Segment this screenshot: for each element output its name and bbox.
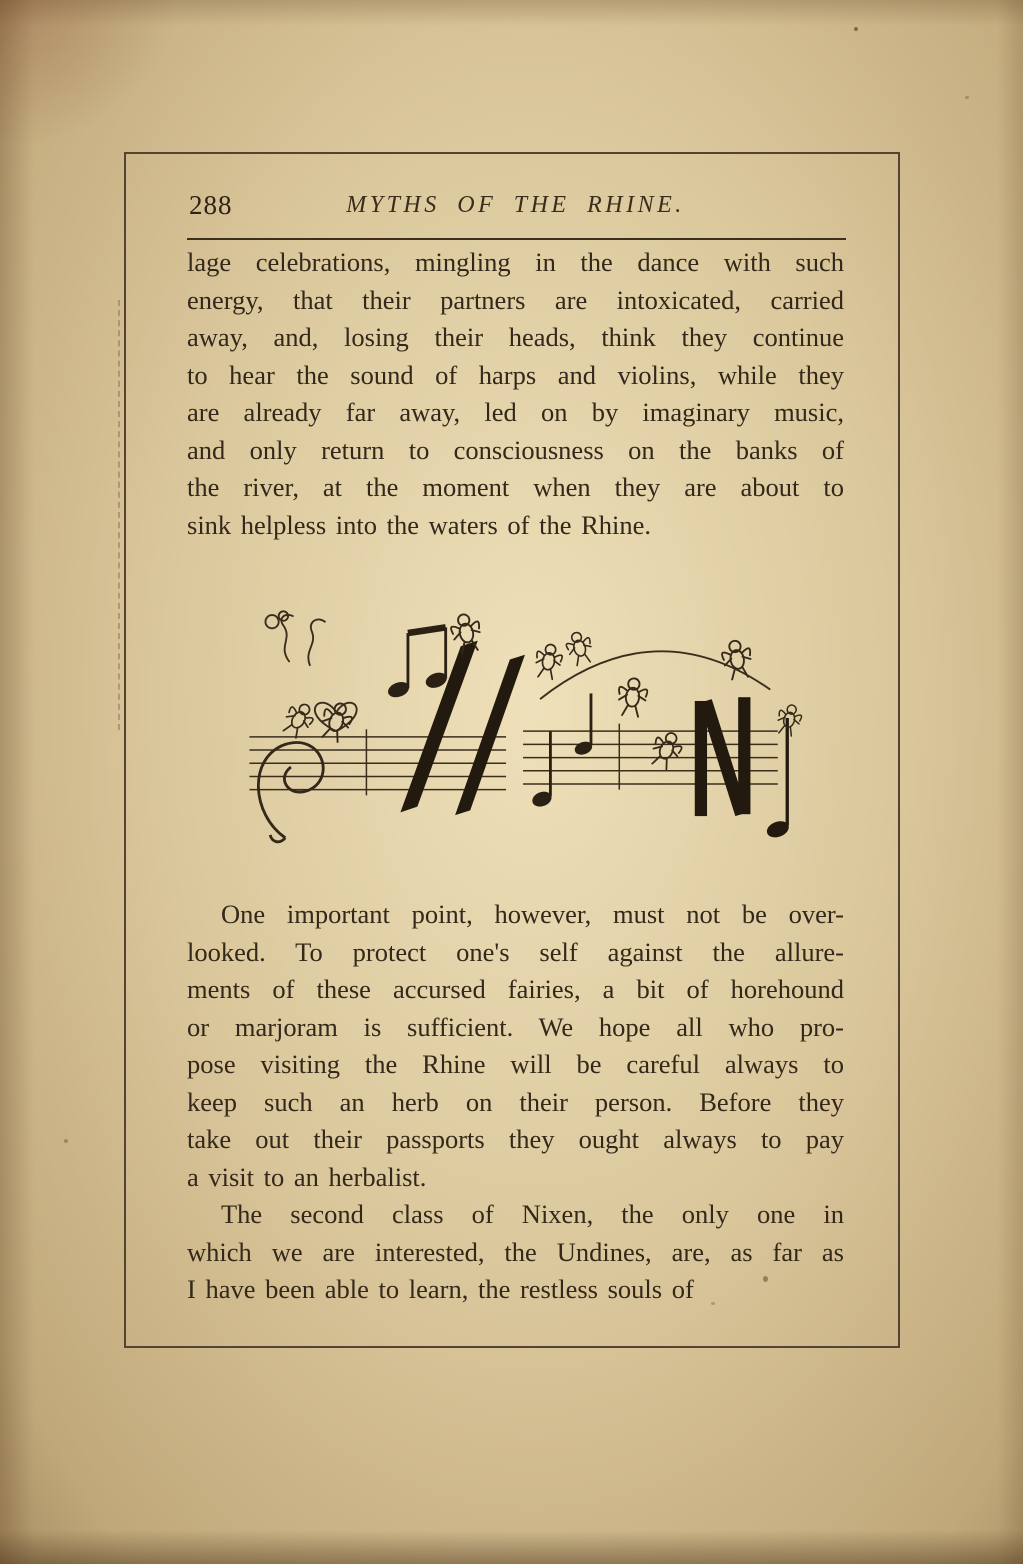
page-number: 288 — [189, 190, 233, 220]
text-line: One important point, however, must not be over- — [221, 899, 844, 929]
text-line: take out their passports they ought always to pay — [187, 1124, 844, 1154]
scan-margin-artifact — [118, 300, 120, 730]
text-block — [187, 244, 844, 1309]
running-title: MYTHS OF THE RHINE. — [346, 192, 685, 218]
header-rule — [187, 238, 846, 240]
text-line: or marjoram is sufficient. We hope all who pro- — [187, 1011, 844, 1042]
text-line: pose visiting the Rhine will be careful always to — [187, 1049, 844, 1079]
text-line: energy, that their partners are intoxicated, carried — [187, 284, 844, 315]
text-line: lage celebrations, mingling in the dance with such — [187, 247, 844, 277]
scan-speck — [854, 27, 858, 31]
page-edge-shadow-bottom — [0, 1530, 1023, 1564]
scan-speck — [64, 1139, 68, 1143]
page-edge-shadow-right — [997, 0, 1023, 1564]
text-line: ments of these accursed fairies, a bit of horehound — [187, 974, 844, 1004]
page-header — [187, 188, 844, 224]
text-line: away, and, losing their heads, think they continue — [187, 322, 844, 352]
paragraph — [187, 244, 844, 544]
cherub-music-illustration — [223, 600, 808, 868]
text-line: which we are interested, the Undines, are, as far as — [187, 1236, 844, 1267]
text-line: The second class of Nixen, the only one in — [221, 1199, 844, 1229]
text-line: and only return to consciousness on the banks of — [187, 434, 844, 465]
text-line: looked. To protect one's self against the allure- — [187, 936, 844, 967]
text-line: are already far away, led on by imaginary music, — [187, 397, 844, 427]
text-line: to hear the sound of harps and violins, while they — [187, 359, 844, 390]
text-line: sink helpless into the waters of the Rhine. — [187, 509, 652, 540]
page-edge-shadow-left — [0, 0, 34, 1564]
text-line: keep such an herb on their person. Before they — [187, 1086, 844, 1117]
page-border-frame — [124, 152, 900, 1348]
paragraph — [187, 896, 844, 1196]
page-edge-shadow-top — [0, 0, 1023, 26]
paragraph — [187, 1196, 844, 1309]
text-line: I have been able to learn, the restless souls of — [187, 1274, 694, 1304]
text-line: a visit to an herbalist. — [187, 1161, 427, 1192]
scan-speck — [965, 96, 969, 99]
text-line: the river, at the moment when they are about to — [187, 472, 844, 502]
